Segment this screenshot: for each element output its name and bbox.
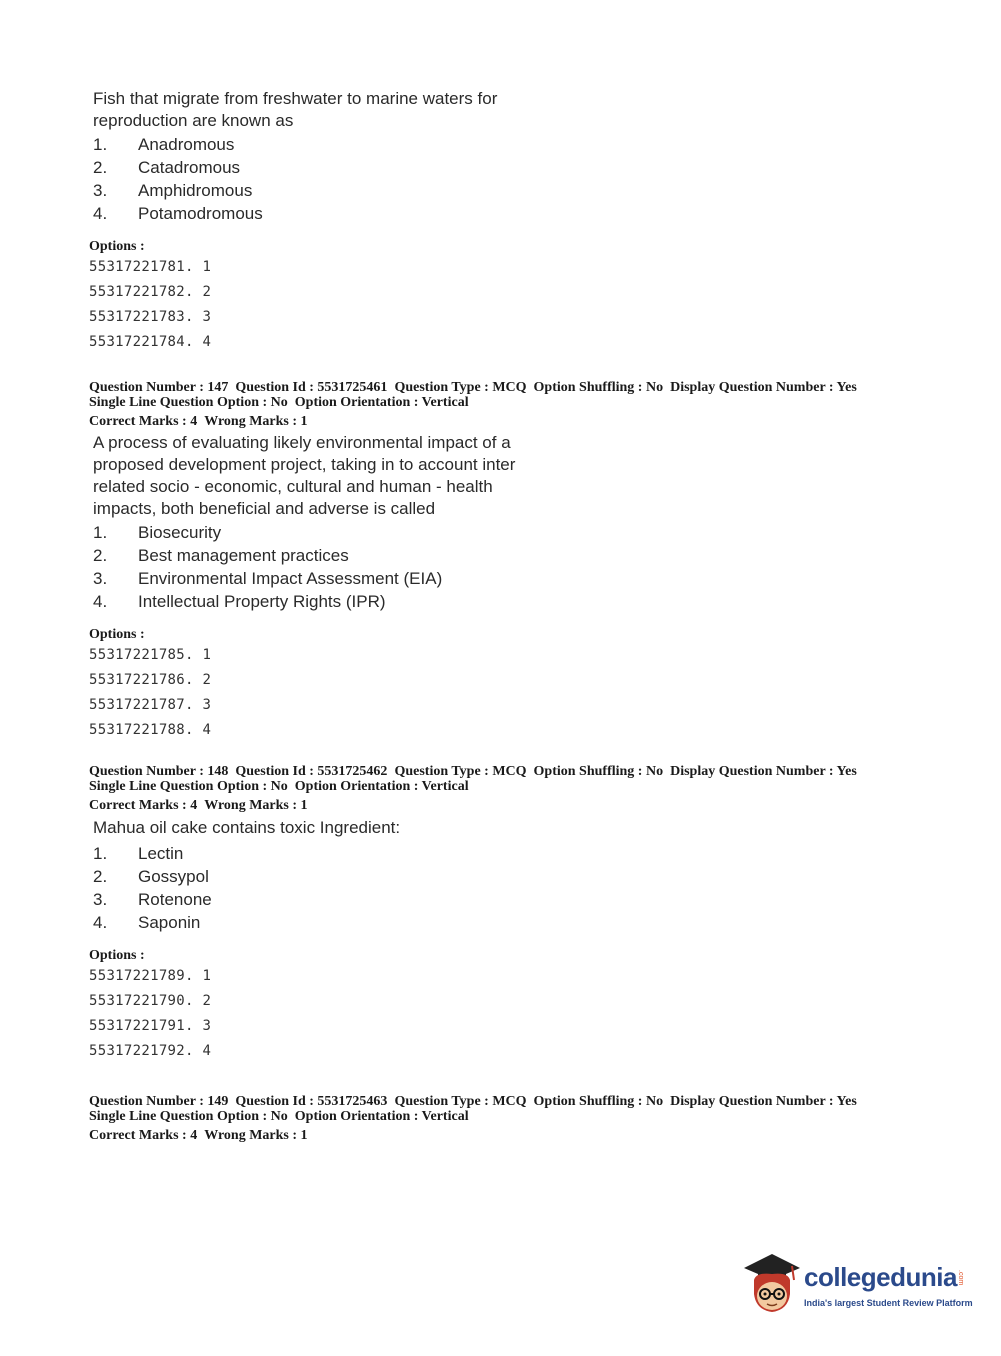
choice-number: 2. <box>93 158 108 177</box>
stem-line: Fish that migrate from freshwater to marine waters for <box>93 89 498 108</box>
meta-field: Question Number : 149 <box>89 1094 229 1109</box>
choice-text: Catadromous <box>138 158 241 177</box>
question-marks <box>89 1128 909 1144</box>
answer-choices <box>93 842 909 934</box>
choice-text: Anadromous <box>138 135 235 154</box>
choice-3 <box>93 179 909 202</box>
choice-text: Amphidromous <box>138 181 253 200</box>
question-marks <box>89 414 909 430</box>
wrong-marks: Wrong Marks : 1 <box>204 1128 308 1143</box>
choice-number: 4. <box>93 592 108 611</box>
option-id: 55317221783. 3 <box>89 309 212 325</box>
collegedunia-logo[interactable] <box>742 1250 973 1318</box>
question-meta <box>89 1109 909 1124</box>
choice-number: 4. <box>93 204 108 223</box>
choice-number: 1. <box>93 523 108 542</box>
choice-text: Lectin <box>138 844 184 863</box>
choice-number: 1. <box>93 844 108 863</box>
stem-line: related socio - economic, cultural and human - health <box>93 477 493 496</box>
meta-field: Question Number : 148 <box>89 764 229 779</box>
correct-marks: Correct Marks : 4 <box>89 1128 198 1143</box>
choice-number: 2. <box>93 546 108 565</box>
meta-field: Single Line Question Option : No <box>89 1109 288 1124</box>
wrong-marks: Wrong Marks : 1 <box>204 798 308 813</box>
question-148 <box>89 764 909 1064</box>
meta-field: Single Line Question Option : No <box>89 779 288 794</box>
question-146 <box>89 88 909 355</box>
meta-field: Question Id : 5531725463 <box>235 1094 388 1109</box>
choice-number: 3. <box>93 181 108 200</box>
choice-number: 3. <box>93 890 108 909</box>
choice-2 <box>93 156 909 179</box>
question-meta <box>89 764 909 779</box>
meta-field: Single Line Question Option : No <box>89 395 288 410</box>
options-label: Options : <box>89 627 145 642</box>
meta-field: Display Question Number : Yes <box>670 1094 857 1109</box>
meta-field: Option Shuffling : No <box>533 380 664 395</box>
meta-field: Question Type : MCQ <box>394 380 527 395</box>
choice-number: 2. <box>93 867 108 886</box>
option-id: 55317221785. 1 <box>89 647 212 663</box>
wrong-marks: Wrong Marks : 1 <box>204 414 308 429</box>
choice-text: Best management practices <box>138 546 349 565</box>
mascot-icon <box>742 1250 802 1318</box>
choice-1 <box>93 842 909 865</box>
option-id: 55317221792. 4 <box>89 1043 212 1059</box>
meta-field: Option Shuffling : No <box>533 764 664 779</box>
correct-marks: Correct Marks : 4 <box>89 414 198 429</box>
question-stem <box>93 817 909 839</box>
choice-text: Potamodromous <box>138 204 263 223</box>
question-meta <box>89 779 909 794</box>
option-id: 55317221784. 4 <box>89 334 212 350</box>
choice-text: Environmental Impact Assessment (EIA) <box>138 569 443 588</box>
option-id: 55317221789. 1 <box>89 968 212 984</box>
choice-4 <box>93 911 909 934</box>
stem-line: reproduction are known as <box>93 111 294 130</box>
choice-1 <box>93 133 909 156</box>
choice-number: 4. <box>93 913 108 932</box>
meta-field: Display Question Number : Yes <box>670 380 857 395</box>
choice-1 <box>93 521 909 544</box>
question-149 <box>89 1094 909 1144</box>
question-marks <box>89 798 909 814</box>
answer-choices <box>93 133 909 225</box>
meta-field: Question Id : 5531725462 <box>235 764 388 779</box>
meta-field: Display Question Number : Yes <box>670 764 857 779</box>
question-meta <box>89 395 909 410</box>
meta-field: Option Orientation : Vertical <box>294 779 469 794</box>
correct-marks: Correct Marks : 4 <box>89 798 198 813</box>
choice-2 <box>93 544 909 567</box>
question-meta <box>89 1094 909 1109</box>
answer-choices <box>93 521 909 613</box>
brand-name: collegedunia <box>804 1262 957 1292</box>
option-id: 55317221781. 1 <box>89 259 212 275</box>
meta-field: Option Shuffling : No <box>533 1094 664 1109</box>
choice-4 <box>93 202 909 225</box>
choice-4 <box>93 590 909 613</box>
choice-3 <box>93 567 909 590</box>
stem-line: impacts, both beneficial and adverse is called <box>93 499 436 518</box>
choice-number: 3. <box>93 569 108 588</box>
question-stem <box>93 88 909 132</box>
options-label: Options : <box>89 239 145 254</box>
choice-text: Intellectual Property Rights (IPR) <box>138 592 386 611</box>
option-id: 55317221786. 2 <box>89 672 212 688</box>
meta-field: Question Type : MCQ <box>394 764 527 779</box>
meta-field: Question Number : 147 <box>89 380 229 395</box>
stem-line: Mahua oil cake contains toxic Ingredient: <box>93 818 401 837</box>
question-147 <box>89 380 909 743</box>
question-meta <box>89 380 909 395</box>
option-id: 55317221790. 2 <box>89 993 212 1009</box>
meta-field: Option Orientation : Vertical <box>294 1109 469 1124</box>
stem-line: A process of evaluating likely environmental impact of a <box>93 433 511 452</box>
options-label: Options : <box>89 948 145 963</box>
meta-field: Question Type : MCQ <box>394 1094 527 1109</box>
meta-field: Question Id : 5531725461 <box>235 380 388 395</box>
choice-text: Saponin <box>138 913 201 932</box>
choice-3 <box>93 888 909 911</box>
brand-tagline: India's largest Student Review Platform <box>804 1298 973 1308</box>
meta-field: Option Orientation : Vertical <box>294 395 469 410</box>
choice-text: Biosecurity <box>138 523 222 542</box>
option-id: 55317221787. 3 <box>89 697 212 713</box>
choice-2 <box>93 865 909 888</box>
stem-line: proposed development project, taking in to account inter <box>93 455 516 474</box>
option-id: 55317221788. 4 <box>89 722 212 738</box>
choice-text: Gossypol <box>138 867 209 886</box>
choice-text: Rotenone <box>138 890 212 909</box>
option-id: 55317221791. 3 <box>89 1018 212 1034</box>
choice-number: 1. <box>93 135 108 154</box>
question-stem <box>93 432 909 520</box>
brand-suffix: .com <box>957 1270 964 1286</box>
option-id: 55317221782. 2 <box>89 284 212 300</box>
